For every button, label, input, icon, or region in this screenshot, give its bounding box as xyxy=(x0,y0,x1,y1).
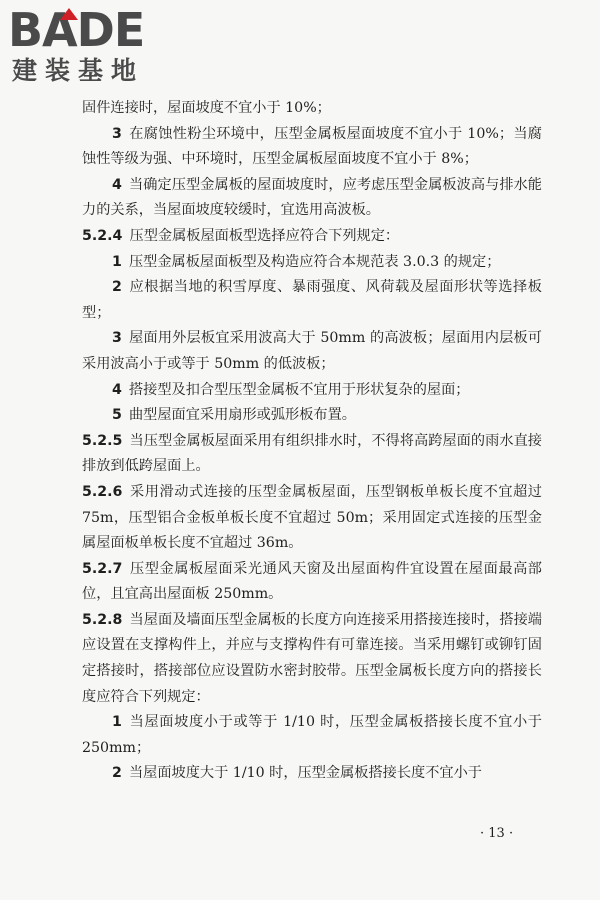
item-number: 1 xyxy=(112,714,122,731)
paragraph-text: 固件连接时，屋面坡度不宜小于 10%； xyxy=(82,100,331,116)
paragraph-text: 在腐蚀性粉尘环境中，压型金属板屋面坡度不宜小于 10%；当腐蚀性等级为强、中环境时，压型金属板屋面坡度不宜小于 8%； xyxy=(82,125,542,168)
section-paragraph xyxy=(82,557,542,608)
continuation-paragraph xyxy=(82,96,542,122)
item-number: 3 xyxy=(112,330,122,347)
logo xyxy=(8,4,178,90)
list-item-paragraph xyxy=(82,250,542,276)
item-number: 3 xyxy=(112,125,122,142)
clause-number: 5.2.8 xyxy=(82,611,123,628)
page-number: · 13 · xyxy=(480,826,514,841)
item-number: 2 xyxy=(112,279,122,296)
paragraph-text: 应根据当地的积雪厚度、暴雨强度、风荷载及屋面形状等选择板型； xyxy=(82,279,542,321)
clause-number: 5.2.6 xyxy=(82,483,123,500)
list-item-paragraph xyxy=(82,275,542,326)
list-item-paragraph xyxy=(82,378,542,404)
paragraph-text: 压型金属板屋面采光通风天窗及出屋面构件宜设置在屋面最高部位，且宜高出屋面板 250mm。 xyxy=(82,560,542,603)
paragraph-text: 屋面用外层板宜采用波高大于 50mm 的高波板；屋面用内层板可采用波高小于或等于 50mm 的低波板； xyxy=(82,330,542,372)
clause-number: 5.2.5 xyxy=(82,432,123,449)
paragraph-text: 采用滑动式连接的压型金属板屋面，压型钢板单板长度不宜超过 75m，压型铝合金板单板长度不宜超过 50m；采用固定式连接的压型金属屋面板单板长度不宜超过 36m。 xyxy=(82,483,542,552)
list-item-paragraph xyxy=(82,173,542,224)
logo-red-triangle-icon xyxy=(60,8,78,20)
item-number: 2 xyxy=(112,765,122,782)
clause-number: 5.2.7 xyxy=(82,560,123,577)
list-item-paragraph xyxy=(82,122,542,173)
paragraph-text: 曲型屋面宜采用扇形或弧形板布置。 xyxy=(128,407,356,424)
paragraph-text: 当屋面及墙面压型金属板的长度方向连接采用搭接连接时，搭接端应设置在支撑构件上，并应与支撑构件有可靠连接。当采用螺钉或铆钉固定搭接时，搭接部位应设置防水密封胶带。压型金属板长度方向的搭接长度应符合下列规定： xyxy=(82,611,542,705)
list-item-paragraph xyxy=(82,403,542,429)
list-item-paragraph xyxy=(82,761,542,787)
paragraph-text: 压型金属板屋面板型及构造应符合本规范表 3.0.3 的规定； xyxy=(128,253,501,270)
list-item-paragraph xyxy=(82,710,542,761)
item-number: 4 xyxy=(112,381,122,398)
logo-subtitle: 建装基地 xyxy=(12,56,145,85)
paragraph-text: 当屋面坡度小于或等于 1/10 时，压型金属板搭接长度不宜小于 250mm； xyxy=(82,714,542,756)
paragraph-text: 当屋面坡度大于 1/10 时，压型金属板搭接长度不宜小于 xyxy=(128,765,482,782)
paragraph-text: 搭接型及扣合型压型金属板不宜用于形状复杂的屋面； xyxy=(128,381,470,398)
paragraph-text: 当确定压型金属板的屋面坡度时，应考虑压型金属板波高与排水能力的关系，当屋面坡度较缓时，宜选用高波板。 xyxy=(82,176,542,219)
item-number: 1 xyxy=(112,253,122,270)
document-body xyxy=(82,96,542,787)
logo-wordmark: BADE xyxy=(8,3,145,57)
item-number: 5 xyxy=(112,407,122,424)
item-number: 4 xyxy=(112,176,122,193)
list-item-paragraph xyxy=(82,326,542,377)
paragraph-text: 当压型金属板屋面采用有组织排水时，不得将高跨屋面的雨水直接排放到低跨屋面上。 xyxy=(82,432,542,475)
section-paragraph xyxy=(82,429,542,480)
clause-number: 5.2.4 xyxy=(82,227,123,244)
section-paragraph xyxy=(82,480,542,557)
section-paragraph xyxy=(82,224,542,250)
section-paragraph xyxy=(82,608,542,710)
paragraph-text: 压型金属板屋面板型选择应符合下列规定： xyxy=(129,227,400,244)
